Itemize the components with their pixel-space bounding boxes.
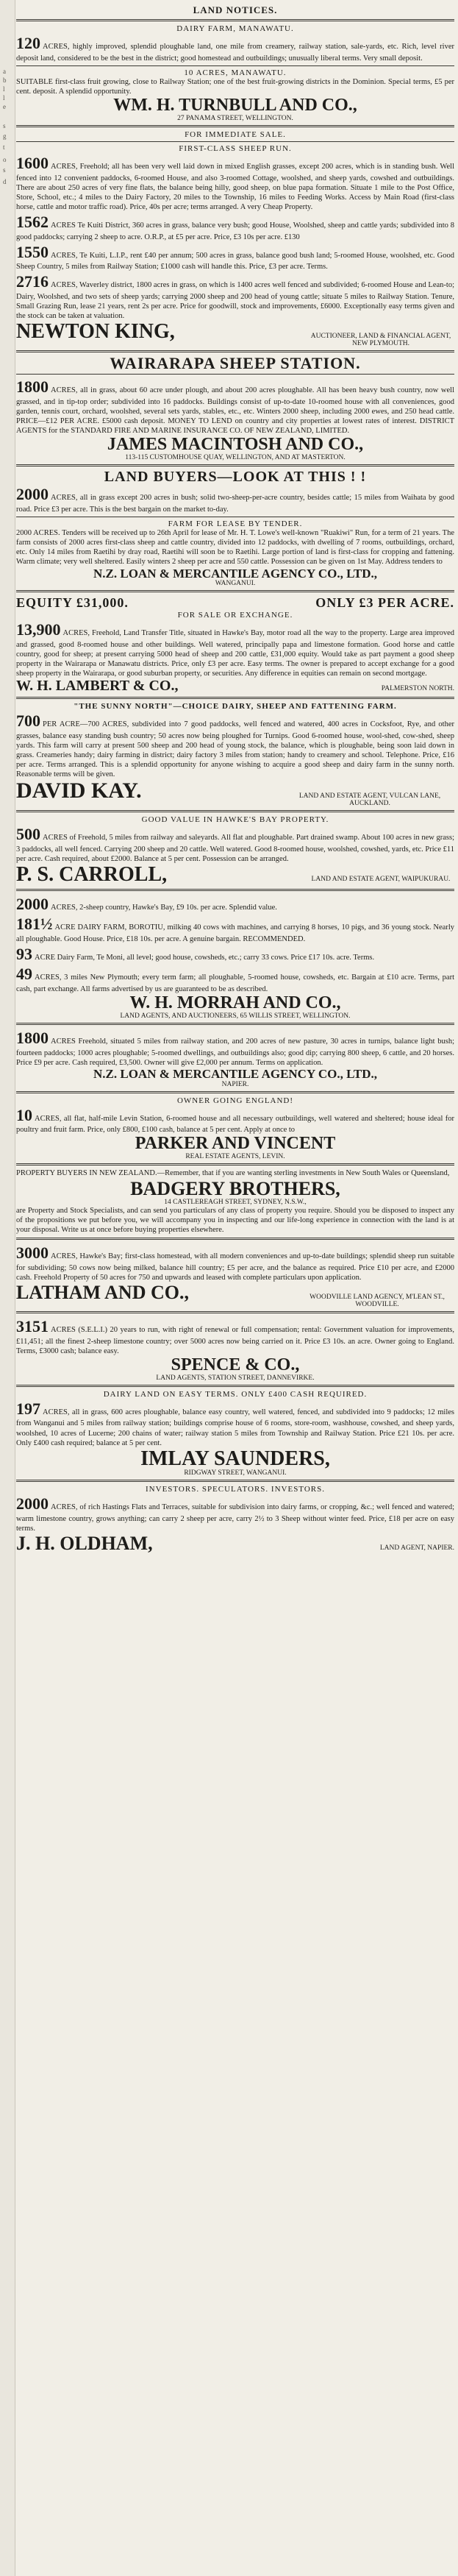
agent-address: LAND AND ESTATE AGENT, WAIPUKURAU.	[311, 876, 451, 884]
page-header: LAND NOTICES.	[193, 4, 278, 15]
ad-heading: FOR IMMEDIATE SALE.	[185, 130, 286, 140]
divider	[16, 697, 454, 699]
gutter-strip	[0, 0, 15, 2576]
gutter-letter: b	[3, 77, 7, 84]
agent-row	[16, 864, 454, 885]
divider	[16, 590, 454, 592]
ad-heading: WAIRARAPA SHEEP STATION.	[110, 354, 361, 373]
ad-text: 120 ACRES, highly improved, splendid ploughable land, one mile from creamery, railway station, sale-yards, etc. Rich, level river deposit land, considered to be the best in the district; good homestead and outbuildings; unusually liberal terms. Very small deposit.	[16, 34, 454, 63]
gutter-letter: o	[3, 156, 7, 163]
agent-name: W. H. LAMBERT & CO.,	[16, 678, 179, 695]
gutter-letter: a	[3, 68, 6, 75]
agent-address: AUCTIONEER, LAND & FINANCIAL AGENT, NEW PLYMOUTH.	[310, 333, 451, 348]
gutter-letter: e	[3, 103, 6, 110]
agent-address: WANGANUI.	[215, 580, 256, 588]
agent-row	[16, 678, 454, 694]
gutter-letter: l	[3, 94, 5, 102]
ad-text: 2000 ACRES, 2-sheep country, Hawke's Bay, £9 10s. per acre. Splendid value.	[16, 894, 277, 913]
ad-subheading: FIRST-CLASS SHEEP RUN.	[179, 144, 292, 154]
ad-text: 93 ACRE Dairy Farm, Te Moni, all level; good house, cowsheds, etc.; carry 33 cows. Price £17 10s. acre. Terms.	[16, 944, 375, 963]
ad-text: 1800 ACRES Freehold, situated 5 miles from railway station, and 200 acres of new pasture, 30 acres in turnips, balance light bush; fourteen paddocks; 1000 acres ploughable; 5-roomed dwellings, and outbuildings also; good dip; carrying 800 sheep, 6 cattle, and 20 horses. Price £9 per acre. Cash required, £3,500. Owner will give £2,000 per annum. Terms on application.	[16, 1029, 454, 1067]
gutter-letter: l	[3, 85, 5, 93]
agent-name: N.Z. LOAN & MERCANTILE AGENCY CO., LTD.,	[93, 1066, 377, 1081]
agent-name: J. H. OLDHAM,	[16, 1532, 153, 1554]
agent-name: SPENCE & CO.,	[171, 1355, 300, 1374]
divider	[16, 141, 454, 142]
divider	[16, 125, 454, 127]
agent-name: BADGERY BROTHERS,	[130, 1177, 340, 1199]
divider	[16, 19, 454, 21]
ad-text: 10 ACRES, all flat, half-mile Levin Station, 6-roomed house and all necessary outbuildings, well watered and sheltered; house ideal for poultry and fruit farm. Price, only £800, £100 cash, balance at 5 per cent. Apply at once to	[16, 1105, 454, 1135]
ad-text: 3000 ACRES, Hawke's Bay; first-class homestead, with all modern conveniences and up-to-date buildings; splendid sheep run suitable for subdividing; 50 cows now being milked, balance hill country; £5 per acre, and the balance as required. Price £10 per acre, and £2000 cash. Freehold Property of 50 acres for 750 and upwards and leased with complete particulars upon application.	[16, 1243, 454, 1282]
ad-text: 13,900 ACRES, Freehold, Land Transfer Title, situated in Hawke's Bay, motor road all the way to the property. Large area improved and grassed, good 8-roomed house and other buildings. Well watered, principally papa and limestone formation. Good horse and cattle country, good for sheep; at present carrying 5000 head of sheep and 200 cattle, £31,000 equity. Would take as part payment a good sheep property in the Wairarapa or Manawatu districts. Price, only £3 per acre. Easy terms. The owner is prepared to accept exchange for a good sheep property in the Wairarapa, or good suburban property, or securities. Any difference in equities can remain on second mortgage.	[16, 620, 454, 678]
ad-heading: EQUITY £31,000.	[16, 595, 129, 611]
divider	[16, 464, 454, 466]
divider	[16, 889, 454, 891]
agent-row	[16, 779, 454, 807]
divider	[16, 350, 454, 352]
ad-heading: ONLY £3 PER ACRE.	[315, 595, 454, 611]
agent-address: PALMERSTON NORTH.	[381, 685, 454, 693]
gutter-letter: s	[3, 166, 6, 174]
agent-address: 113-115 CUSTOMHOUSE QUAY, WELLINGTON, AND AT MASTERTON.	[125, 454, 346, 462]
ad-text: 2000 ACRES, of rich Hastings Flats and Terraces, suitable for subdivision into dairy farms, or cropping, &c.; well fenced and watered; warm limestone country, grows anything; can carry 2 sheep per acre, carry 2½ to 3 Sheep without winter feed. Price, £18 per acre on easy terms.	[16, 1494, 454, 1533]
agent-address: LAND AGENTS, AND AUCTIONEERS, 65 WILLIS STREET, WELLINGTON.	[120, 1012, 351, 1021]
agent-name: W. H. MORRAH AND CO.,	[129, 993, 341, 1012]
agent-name: PARKER AND VINCENT	[135, 1134, 336, 1154]
agent-name: JAMES MACINTOSH AND CO.,	[107, 435, 364, 455]
ad-text: 2000 ACRES, all in grass except 200 acres in bush; solid two-sheep-per-acre country, besides cattle; 15 miles from Waihata by good road. Price £3 per acre. This is the best bargain on the market to-day.	[16, 485, 454, 514]
ad-text: SUITABLE first-class fruit growing, close to Railway Station; one of the best fruit-growing districts in the Dominion. Special terms, £5 per cent. deposit. A splendid opportunity.	[16, 77, 454, 96]
ad-text: 2716 ACRES, Waverley district, 1800 acres in grass, on which is 1400 acres well fenced and subdivided; 6-roomed House and Lean-to; Dairy, Woolshed, and two sets of sheep yards; carrying 2000 sheep and 200 head of young cattle; situate 5 miles to Railway Station. Tenure, Small Grazing Run, lease 21 years, rent 2s per acre. Price for goodwill, stock and improvements, £6000. Exceptionally easy terms given and the stock can be taken at valuation.	[16, 272, 454, 321]
ad-heading: INVESTORS. SPECULATORS. INVESTORS.	[146, 1485, 325, 1494]
agent-name: WM. H. TURNBULL AND CO.,	[113, 95, 357, 115]
ad-heading: 10 ACRES, MANAWATU.	[184, 68, 287, 77]
agent-address: 14 CASTLEREAGH STREET, SYDNEY, N.S.W.,	[164, 1198, 307, 1206]
gutter-letter: s	[3, 122, 6, 129]
divider	[16, 810, 454, 812]
agent-address: LAND AND ESTATE AGENT, VULCAN LANE, AUCKLAND.	[298, 792, 441, 808]
ad-text: PROPERTY BUYERS IN NEW ZEALAND.—Remember, that if you are wanting sterling investments in New South Wales or Queensland,	[16, 1169, 450, 1178]
ad-text: 3151 ACRES (S.E.L.I.) 20 years to run, with right of renewal or full compensation; rental: Government valuation for improvements, £11,451; all the finest 2-sheep limestone country; over 5000 acres now being carried on it. Price £3 10s. an acre. Owner going to England. Terms, £3000 cash; balance easy.	[16, 1317, 454, 1355]
agent-name: P. S. CARROLL,	[16, 863, 168, 887]
agent-row	[16, 1282, 454, 1308]
agent-name: N.Z. LOAN & MERCANTILE AGENCY CO., LTD.,	[93, 566, 377, 581]
gutter-letter: g	[3, 132, 7, 140]
divider	[16, 1480, 454, 1482]
agent-address: RIDGWAY STREET, WANGANUI.	[184, 1469, 287, 1477]
ad-text: 181½ ACRE DAIRY FARM, BOROTIU, milking 40 cows with machines, and carrying 8 horses, 10 pigs, and 36 young stock. Nearly all ploughable. Good House. Price, £18 10s. per acre. A genuine bargain. RECOMMENDED.	[16, 915, 454, 943]
ad-text: 1600 ACRES, Freehold; all has been very well laid down in mixed English grasses, except 200 acres, which is in standing bush. Well fenced into 12 convenient paddocks, 6-roomed House, and also 3-roomed Cottage, woolshed, and sheep yards, cowshed and outbuildings. There are about 250 acres of very fine flats, the balance being hilly, good sheep, on blue papa formation. Situate 1 mile to the Post Office, Store, School, etc.; 4 miles to the Dairy Factory, 20 miles to the Township, 16 miles to Feeding Works. Access by Main Road (first-class horse, cattle and motor traffic road). Price, 40s per acre; terms arranged. A very Cheap Property.	[16, 154, 454, 211]
ad-subheading: FOR SALE OR EXCHANGE.	[177, 611, 293, 620]
ad-heading: "THE SUNNY NORTH"—CHOICE DAIRY, SHEEP AND FATTENING FARM.	[74, 702, 397, 712]
divider	[16, 1311, 454, 1313]
acreage: 120	[16, 34, 40, 52]
agent-name: DAVID KAY.	[16, 778, 142, 803]
ad-text: are Property and Stock Specialists, and can send you particulars of any class of property you require. Should you be disposed to inspect any of the propositions we put before you, we will accompany you in inspecting and our life-long experience in connection with the land is at your disposal. Write us at once before buying properties elsewhere.	[16, 1206, 454, 1235]
ad-text: 49 ACRES, 3 miles New Plymouth; every term farm; all ploughable, 5-roomed house, cowsheds, etc. Bargain at £10 acre. Terms, part cash, part exchange. All farms advertised by us are guaranteed to be as described.	[16, 965, 454, 993]
ad-text: 1800 ACRES, all in grass, about 60 acre under plough, and about 200 acres ploughable. All has been heavy bush country, now well grassed, and in tip-top order; subdivided into 16 paddocks. Buildings consist of up-to-date 10-roomed house with all conveniences, good garden, tennis court, orchard, woolshed, several sets yards, stables, etc., etc. Winters 2000 sheep, including 2000 ewes, and 250 head cattle. PRICE—£12 PER ACRE. £5000 cash deposit. MONEY TO LEND on country and city properties at lowest rates of interest. DISTRICT AGENTS for the STANDARD FIRE AND MARINE INSURANCE CO. OF NEW ZEALAND, LIMITED.	[16, 377, 454, 436]
divider	[16, 1091, 454, 1093]
ad-text: 197 ACRES, all in grass, 600 acres ploughable, balance easy country, well watered, fenced, and subdivided into 9 paddocks; 12 miles from Wanganui and 5 miles from railway station; buildings comprise house of 6 rooms, store-room, washhouse, cowshed, and sheep yards, woolshed, 10 acres of Lucerne; 200 chains of water; railway station 5 miles from Township and Railway Station. Price £21 10s. per acre. Only £400 cash required; balance at 5 per cent.	[16, 1399, 454, 1447]
ad-text: 1550 ACRES, Te Kuiti, L.I.P., rent £40 per annum; 500 acres in grass, balance good bush land; 5-roomed House, woolshed, etc. Good Sheep Country, 5 miles from Railway Station; £1000 cash will handle this. Price, £3 per acre. Terms.	[16, 242, 454, 272]
agent-row	[16, 321, 454, 347]
headline-row	[16, 595, 454, 611]
agent-row	[16, 1533, 454, 1553]
newspaper-column	[16, 0, 454, 1553]
ad-heading: GOOD VALUE IN HAWKE'S BAY PROPERTY.	[141, 815, 329, 825]
ad-heading: OWNER GOING ENGLAND!	[176, 1096, 294, 1105]
divider	[16, 65, 454, 66]
agent-name: LATHAM AND CO.,	[16, 1282, 189, 1303]
agent-address: WOODVILLE LAND AGENCY, M'LEAN ST., WOODVILLE.	[309, 1294, 445, 1308]
gutter-letter: t	[3, 143, 5, 151]
ad-text: 500 ACRES of Freehold, 5 miles from railway and saleyards. All flat and ploughable. Part drained swamp. About 100 acres in new grass; 3 paddocks, all well fenced. Carrying 200 sheep and 20 cattle. Well watered. Good 8-roomed house, woolshed, cowshed, yards, etc. Price £11 per acre. Cash required, about £2000. Balance at 5 per cent. Possession can be arranged.	[16, 825, 454, 864]
ad-text: 1562 ACRES Te Kuiti District, 360 acres in grass, balance very bush; good House, Woolshed, sheep and cattle yards; subdivided into 8 good paddocks; carrying 2 sheep to acre. O.R.P., at £5 per acre. Price, £3 10s per acre. £130	[16, 213, 454, 241]
divider	[16, 1385, 454, 1387]
ad-text: 700 PER ACRE—700 ACRES, subdivided into 7 good paddocks, well fenced and watered, 400 acres in Cocksfoot, Rye, and other grasses, balance easy standing bush country; 50 acres now being ploughed for Turnips. Good 6-roomed house, wool-shed, cow-shed, sheep yards. This farm will carry at present 500 sheep and 200 head of young stock, the balance, which is ploughable, being soon laid down in grass. Creameries handy; dairy farming in district; dairy factory 3 miles from station; handy to creamery and school. Telephone. Price, £16 per acre. Terms arranged. This is a splendid opportunity for anyone wishing to acquire a good sheep and dairy farm in the sunny north. Reasonable terms will be given.	[16, 712, 454, 779]
divider	[16, 1238, 454, 1240]
ad-heading: DAIRY LAND ON EASY TERMS. ONLY £400 CASH REQUIRED.	[103, 1389, 368, 1399]
ad-text: 2000 ACRES. Tenders will be received up to 26th April for lease of Mr. H. T. Lowe's well-known "Ruakiwi" Run, for a term of 21 years. The farm consists of 2000 acres first-class sheep and cattle country, divided into 12 paddocks, with dwelling of 7 rooms, outbuildings, orchard, etc. Only 14 miles from Raetihi by dray road, Raetihi will soon be to Raetihi. Large portion of land is first-class for cropping and fattening. Warm climate; very well sheltered. Easily winters 2 sheep per acre and 550 cattle. Possession can be given on 1st May. Address tenders to	[16, 529, 454, 567]
agent-address: NAPIER.	[221, 1080, 249, 1088]
ad-heading: LAND BUYERS—LOOK AT THIS ! !	[104, 469, 367, 486]
gutter-letter: d	[3, 178, 7, 185]
ad-heading: DAIRY FARM, MANAWATU.	[176, 24, 294, 33]
ad-heading: FARM FOR LEASE BY TENDER.	[168, 519, 303, 528]
agent-name: IMLAY SAUNDERS,	[140, 1447, 330, 1470]
divider	[16, 374, 454, 375]
agent-address: REAL ESTATE AGENTS, LEVIN.	[185, 1153, 285, 1161]
agent-name: NEWTON KING,	[16, 320, 175, 344]
divider	[16, 1163, 454, 1165]
agent-address: LAND AGENT, NAPIER.	[379, 1544, 454, 1552]
agent-address: 27 PANAMA STREET, WELLINGTON.	[177, 115, 293, 123]
divider	[16, 1023, 454, 1025]
agent-address: LAND AGENTS, STATION STREET, DANNEVIRKE.	[156, 1374, 315, 1382]
